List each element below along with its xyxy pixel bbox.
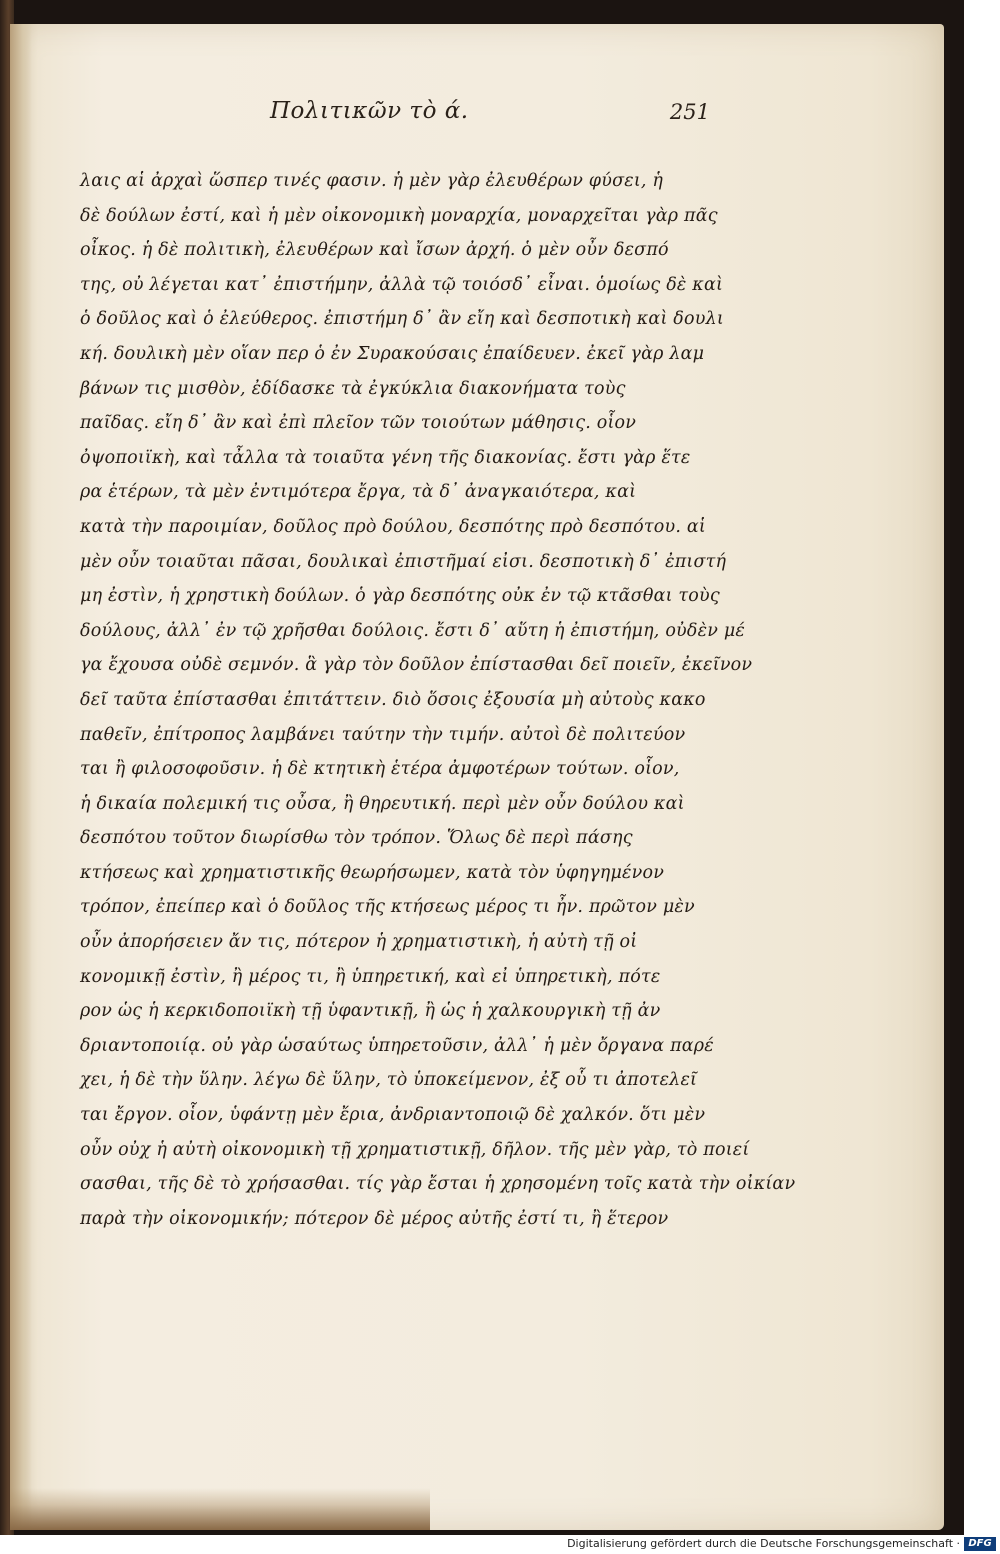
text-line: ὀψοποιϊκὴ, καὶ τἆλλα τὰ τοιαῦτα γένη τῆς διακονίας. ἔστι γὰρ ἕτε — [80, 447, 691, 468]
text-line: σασθαι, τῆς δὲ τὸ χρήσασθαι. τίς γὰρ ἔσται ἡ χρησομένη τοῖς κατὰ τὴν οἰκίαν — [80, 1174, 796, 1195]
running-head — [270, 98, 710, 138]
text-line: κατὰ τὴν παροιμίαν, δοῦλος πρὸ δούλου, δεσπότης πρὸ δεσπότου. αἱ — [80, 516, 706, 537]
page-number: 251 — [669, 100, 710, 124]
text-line: βάνων τις μισθὸν, ἐδίδασκε τὰ ἐγκύκλια διακονήματα τοὺς — [80, 378, 626, 399]
text-line: οὖν ἀπορήσειεν ἄν τις, πότερον ἡ χρηματιστικὴ, ἡ αὐτὴ τῇ οἰ — [80, 932, 638, 953]
text-line: ρα ἑτέρων, τὰ μὲν ἐντιμότερα ἔργα, τὰ δ᾽ ἀναγκαιότερα, καὶ — [80, 482, 637, 503]
dfg-logo: DFG — [964, 1537, 996, 1551]
page-gutter-shadow — [10, 24, 32, 1530]
main-text-block — [80, 164, 796, 1236]
text-line: μη ἐστὶν, ἡ χρηστικὴ δούλων. ὁ γὰρ δεσπότης οὐκ ἐν τῷ κτᾶσθαι τοὺς — [80, 586, 720, 607]
text-line: ὁ δοῦλος καὶ ὁ ἐλεύθερος. ἐπιστήμη δ᾽ ἂν εἴη καὶ δεσποτικὴ καὶ δουλι — [80, 309, 724, 330]
text-line: κτήσεως καὶ χρηματιστικῆς θεωρήσωμεν, κατὰ τὸν ὑφηγημένον — [80, 862, 665, 883]
text-line: οὖν οὐχ ἡ αὐτὴ οἰκονομικὴ τῇ χρηματιστικῇ, δῆλον. τῆς μὲν γὰρ, τὸ ποιεί — [80, 1139, 750, 1160]
text-line: ται ἢ φιλοσοφοῦσιν. ἡ δὲ κτητικὴ ἑτέρα ἀμφοτέρων τούτων. οἷον, — [80, 759, 680, 780]
text-line: χει, ἡ δὲ τὴν ὕλην. λέγω δὲ ὕλην, τὸ ὑποκείμενον, ἐξ οὗ τι ἀποτελεῖ — [80, 1070, 698, 1091]
footer-bar — [0, 1535, 1000, 1554]
funding-credit: Digitalisierung gefördert durch die Deutsche Forschungsgemeinschaft · — [567, 1537, 960, 1550]
text-line: παθεῖν, ἐπίτροπος λαμβάνει ταύτην τὴν τιμήν. αὐτοὶ δὲ πολιτεύον — [80, 724, 686, 745]
page-stain — [10, 1488, 430, 1530]
text-line: δεσπότου τοῦτον διωρίσθω τὸν τρόπον. Ὅλως δὲ περὶ πάσης — [80, 828, 633, 849]
text-line: ται ἔργον. οἷον, ὑφάντῃ μὲν ἔρια, ἀνδριαντοποιῷ δὲ χαλκόν. ὅτι μὲν — [80, 1105, 706, 1126]
text-line: μὲν οὖν τοιαῦται πᾶσαι, δουλικαὶ ἐπιστῆμαί εἰσι. δεσποτικὴ δ᾽ ἐπιστή — [80, 551, 727, 572]
text-line: παρὰ τὴν οἰκονομικήν; πότερον δὲ μέρος αὐτῆς ἐστί τι, ἢ ἕτερον — [80, 1208, 669, 1229]
text-line: δριαντοποιίᾳ. οὐ γὰρ ὡσαύτως ὑπηρετοῦσιν, ἀλλ᾽ ἡ μὲν ὄργανα παρέ — [80, 1035, 714, 1056]
text-line: κονομικῇ ἐστὶν, ἢ μέρος τι, ἢ ὑπηρετική, καὶ εἰ ὑπηρετικὴ, πότε — [80, 966, 661, 987]
text-line: δεῖ ταῦτα ἐπίστασθαι ἐπιτάττειν. διὸ ὅσοις ἐξουσία μὴ αὐτοὺς κακο — [80, 689, 706, 710]
text-line: οἶκος. ἡ δὲ πολιτικὴ, ἐλευθέρων καὶ ἴσων ἀρχή. ὁ μὲν οὖν δεσπό — [80, 240, 669, 261]
text-line: τρόπον, ἐπείπερ καὶ ὁ δοῦλος τῆς κτήσεως μέρος τι ἦν. πρῶτον μὲν — [80, 897, 695, 918]
text-line: της, οὐ λέγεται κατ᾽ ἐπιστήμην, ἀλλὰ τῷ τοιόσδ᾽ εἶναι. ὁμοίως δὲ καὶ — [80, 274, 724, 295]
text-line: παῖδας. εἴη δ᾽ ἂν καὶ ἐπὶ πλεῖον τῶν τοιούτων μάθησις. οἷον — [80, 413, 637, 434]
text-line: δὲ δούλων ἐστί, καὶ ἡ μὲν οἰκονομικὴ μοναρχία, μοναρχεῖται γὰρ πᾶς — [80, 205, 718, 226]
text-line: ρον ὡς ἡ κερκιδοποιϊκὴ τῇ ὑφαντικῇ, ἢ ὡς ἡ χαλκουργικὴ τῇ ἀν — [80, 1001, 661, 1022]
text-line: γα ἔχουσα οὐδὲ σεμνόν. ἃ γὰρ τὸν δοῦλον ἐπίστασθαι δεῖ ποιεῖν, ἐκεῖνον — [80, 655, 753, 676]
text-line: κή. δουλικὴ μὲν οἵαν περ ὁ ἐν Συρακούσαις ἐπαίδευεν. ἐκεῖ γὰρ λαμ — [80, 343, 705, 364]
text-line: ἡ δικαία πολεμική τις οὖσα, ἢ θηρευτική. περὶ μὲν οὖν δούλου καὶ — [80, 793, 685, 814]
text-line: λαις αἱ ἀρχαὶ ὥσπερ τινές φασιν. ἡ μὲν γὰρ ἐλευθέρων φύσει, ἡ — [80, 171, 664, 191]
text-line: δούλους, ἀλλ᾽ ἐν τῷ χρῆσθαι δούλοις. ἔστι δ᾽ αὕτη ἡ ἐπιστήμη, οὐδὲν μέ — [80, 620, 745, 641]
running-head-title: Πολιτικῶν τὸ ά. — [270, 98, 469, 124]
